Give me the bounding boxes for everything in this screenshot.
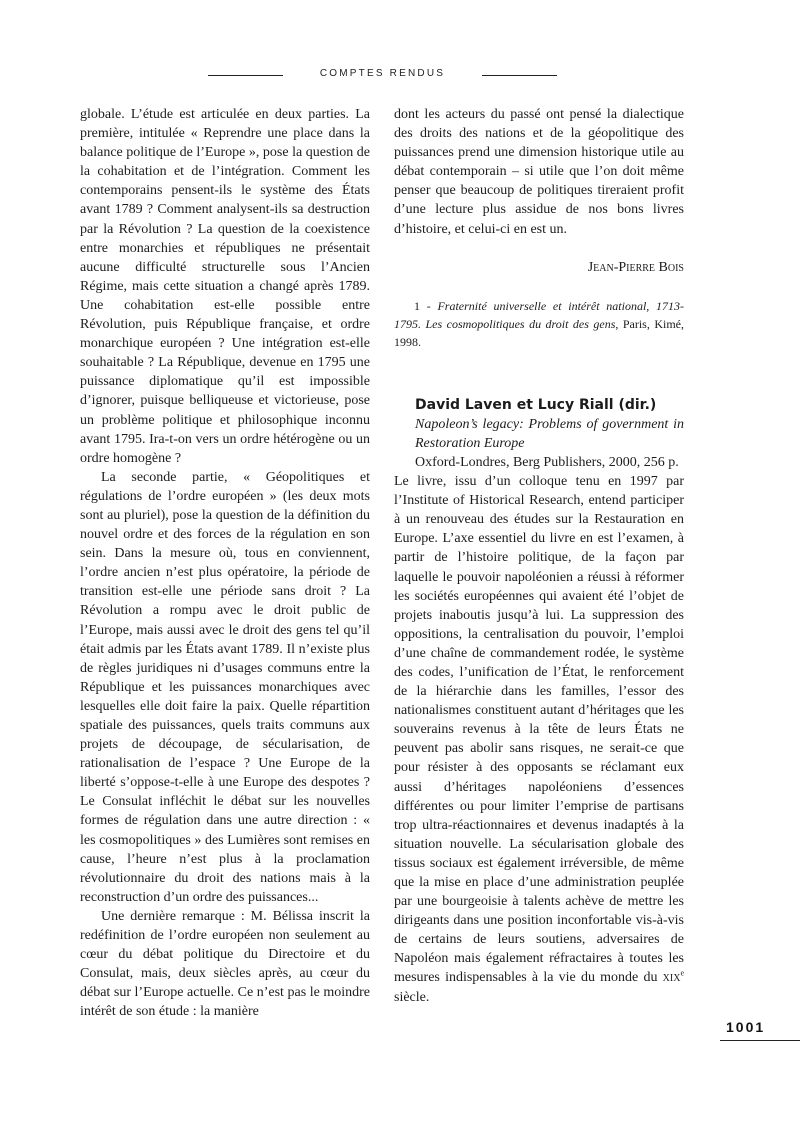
paragraph: Une dernière remarque : M. Bélissa inscrit la redéfinition de l’ordre européen non seulement au cœur du débat politique du Directoire et du Consulat, mais, deux siècles après, au cœur du débat sur l’Europe actuelle. Ce n’est pas le moindre intérêt de son étude : la manière (80, 908, 370, 1020)
footnote-number: 1 - (414, 298, 431, 313)
paragraph: La seconde partie, « Géopolitiques et régulations de l’ordre européen » (les deux mots sont au pluriel), pose la question de la définition du nouvel ordre et des forces de la régulation en son sein. Dans la mesure où, tous en conviennent, l’ordre ancien n’est plus opératoire, la période de transition est-elle une période sans droit ? La Révolution a rompu avec le droit public de l’Europe, mais aussi avec le droit des gens tel qu’il était admis par les États avant 1789. Il n’existe plus de règles juridiques ni d’usages communs entre la République et les puissances monarchiques avec lesquelles elle doit faire la paix. Quelle répartition spatiale des puissances, quels traits communs aux projets de découpage, de sécularisation, de rationalisation de l’espace ? Une Europe de la liberté s’oppose-t-elle à une Europe des despotes ? Le Consulat infléchit le débat sur les nouvelles formes de régulation dans une autre direction : « les cosmopolitiques » des Lumières sont remises en cause, l’heure n’est plus à la proclamation révolutionnaire du droit des nations mais à la reconstruction d’un ordre des puissances... (80, 469, 370, 905)
review-publisher: Oxford-Londres, Berg Publishers, 2000, 256 p. (415, 454, 679, 470)
century-superscript: e (680, 968, 684, 978)
footnote (394, 297, 684, 351)
century-numeral: xix (662, 970, 681, 986)
running-head: COMPTES RENDUS (319, 68, 446, 79)
footnote-publication: , Paris, Kimé, 1998. (394, 316, 684, 349)
page-number: 1001 (726, 1019, 766, 1035)
page-number-rule (720, 1040, 800, 1041)
review-body-ending: siècle. (394, 989, 430, 1005)
review-body (394, 472, 684, 1007)
header-rule-left (208, 75, 283, 76)
reviewer-signature: Jean-Pierre Bois (587, 259, 684, 275)
paragraph-continuation: dont les acteurs du passé ont pensé la dialectique des droits des nations et de la géopolitique des puissances prend une dimension historique utile au débat contemporain – si utile que l’on doit même penser que beaucoup de politiques tireraient profit d’une lecture plus assidue de nos bons livres d’histoire, et celui-ci en est un. (394, 107, 684, 237)
review-book-title: Napoleon’s legacy: Problems of government in Restoration Europe (415, 416, 684, 451)
right-column (394, 105, 684, 1007)
footnote-title: Fraternité universelle et intérêt national, 1713-1795. Les cosmopolitiques du droit des gens (394, 298, 685, 331)
review-authors: David Laven et Lucy Riall (dir.) (415, 396, 657, 413)
paragraph: globale. L’étude est articulée en deux parties. La première, intitulée « Reprendre une place dans la balance politique de l’Europe », pose la question de la cohabitation et de l’intégration. Comment les contemporains pensent-ils le système des États avant 1789 ? Comment analysent-ils sa destruction par la Révolution ? La question de la coexistence entre monarchies et républiques ne présentait aucune difficulté structurelle sous l’Ancien Régime, mais cette situation a changé après 1789. Une cohabitation est-elle possible entre Révolution, puis République française, et ordre monarchique européen ? Une intégration est-elle souhaitable ? La République, devenue en 1795 une puissance diplomatique qu’il est impossible d’ignorer, puisque belliqueuse et victorieuse, pose un problème politique et philosophique inconnu avant 1795. Ira-t-on vers un ordre hétérogène ou un ordre homogène ? (80, 107, 370, 466)
review-body-text: Le livre, issu d’un colloque tenu en 1997 par l’Institute of Historical Research, entend participer à un renouveau des études sur la Restauration en Europe. L’axe essentiel du livre en est l’examen, à partir de l’histoire politique, de la façon par laquelle le pouvoir napoléonien a réussi à réformer les sociétés européennes qui avaient été l’objet de projets inaboutis jusqu’à lui. La suppression des oppositions, la centralisation du pouvoir, l’emploi d’une chaîne de commandement rodée, le système des codes, l’unification de l’État, le renforcement de la hiérarchie dans les familles, l’essor des nationalismes constituent autant d’héritages que les souverains revenus à la tête de leurs États ne peuvent pas abolir sans risques, ne serait-ce que pour résister à des opposants se réclamant eux aussi d’héritages napoléoniens d’essences différentes ou pour limiter l’emprise de partisans trop ultra-réactionnaires et devenus inadaptés à la situation nouvelle. La sécularisation globale des tissus sociaux est également irréversible, de même que la mise en place d’une administration peuplée par une bourgeoisie à talents achève de mettre les dirigeants dans une position inconfortable vis-à-vis de certains de leurs soutiens, adversaires de Napoléon mais également réfractaires à toutes les mesures indispensables à la vie du monde du (394, 474, 684, 986)
left-column (80, 105, 370, 1022)
header-rule-right (482, 75, 557, 76)
review-heading (394, 395, 684, 472)
